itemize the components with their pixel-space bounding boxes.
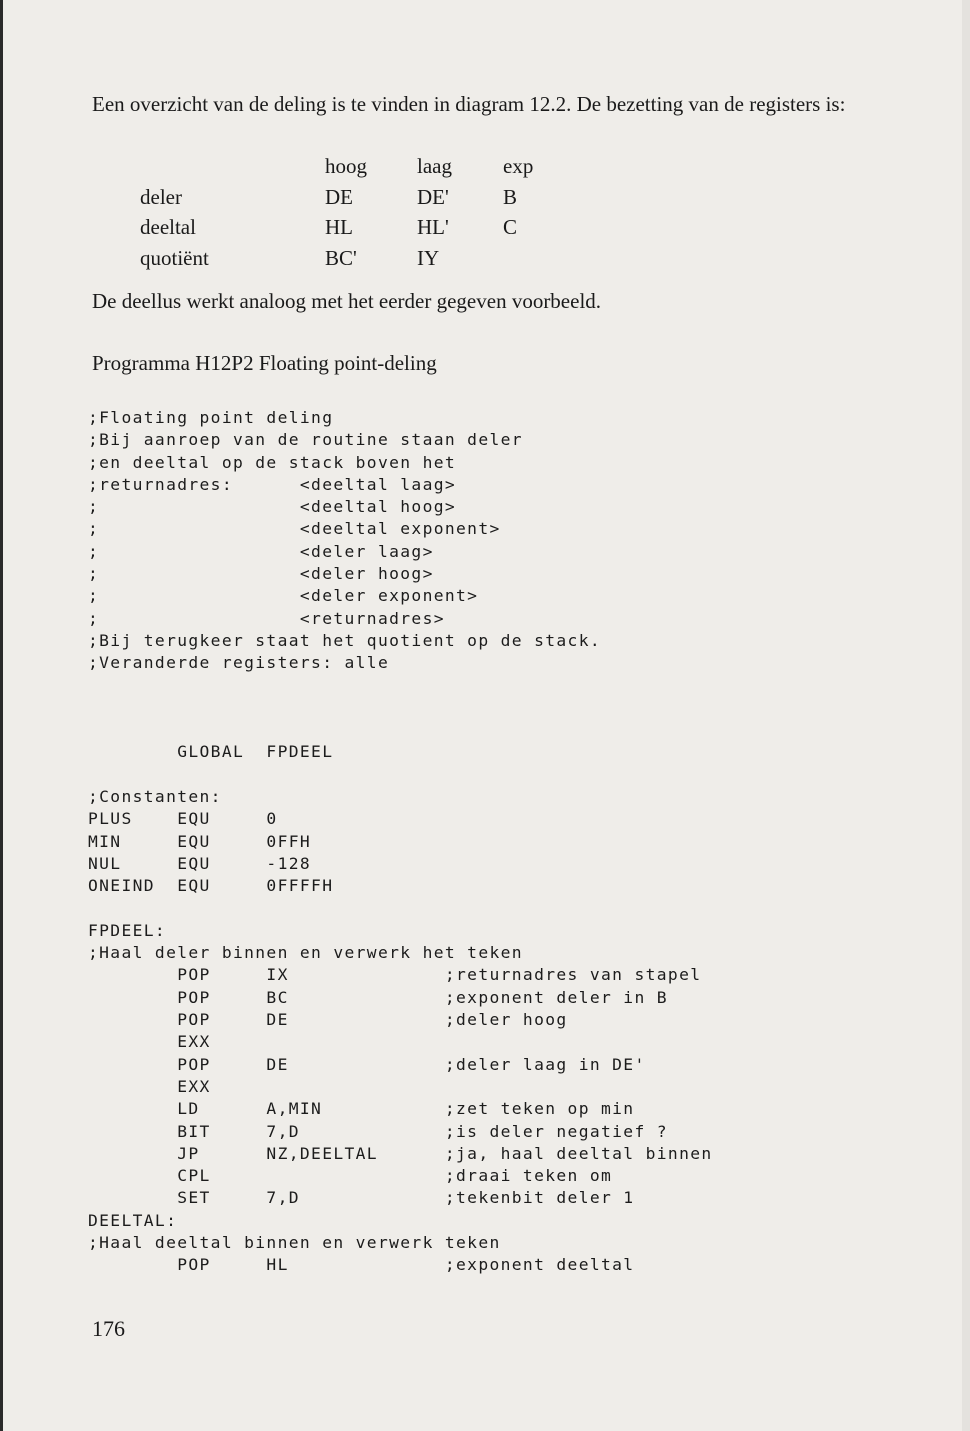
header-cell — [140, 151, 325, 182]
table-row — [140, 212, 563, 243]
table-row — [140, 182, 563, 213]
header-cell: laag — [417, 154, 452, 179]
table-cell: HL' — [417, 215, 449, 240]
table-cell — [503, 243, 563, 274]
table-cell: BC' — [325, 245, 357, 270]
table-cell: DE — [325, 184, 353, 209]
page-number: 176 — [92, 1316, 125, 1341]
table-cell: DE' — [417, 184, 449, 209]
row-label: deeltal — [140, 215, 196, 240]
register-table-header — [140, 151, 563, 182]
table-cell: IY — [417, 245, 440, 270]
table-row — [140, 243, 563, 274]
page-binding-edge — [0, 0, 3, 1431]
assembly-listing: ;Floating point deling ;Bij aanroep van de routine staan deler ;en deeltal op de stack boven het ;returnadres: <deeltal laag> ; <deeltal hoog> ; <deeltal exponent> ; <deler laag> ; <deler hoog> ; <deler exponent> ; <returnadres> ;Bij terugkeer staat het quotient op de stack. ;Veranderde registers: alle GLOBAL FPDEEL ;Constanten: PLUS EQU 0 MIN EQU 0FFH NUL EQU -128 ONEIND EQU 0FFFFH FPDEEL: ;Haal deler binnen en verwerk het teken POP IX ;returnadres van stapel POP BC ;exponent deler in B POP DE ;deler hoog EXX POP DE ;deler laag in DE' EXX LD A,MIN ;zet teken op min BIT 7,D ;is deler negatief ? JP NZ,DEELTAL ;ja, haal deeltal binnen CPL ;draai teken om SET 7,D ;tekenbit deler 1 DEELTAL: ;Haal deeltal binnen en verwerk teken POP HL ;exponent deeltal — [88, 408, 713, 1275]
row-label: quotiënt — [140, 245, 209, 270]
table-cell: C — [503, 215, 518, 240]
header-cell: exp — [503, 154, 534, 179]
table-cell: HL — [325, 215, 353, 240]
table-cell: B — [503, 184, 518, 209]
page-right-edge — [962, 0, 970, 1431]
intro-paragraph: Een overzicht van de deling is te vinden in diagram 12.2. De bezetting van de registers is: — [92, 92, 846, 116]
header-cell: hoog — [325, 154, 367, 179]
note-paragraph: De deellus werkt analoog met het eerder gegeven voorbeeld. — [92, 289, 602, 313]
row-label: deler — [140, 184, 182, 209]
program-caption: Programma H12P2 Floating point-deling — [92, 351, 437, 375]
register-table — [140, 151, 563, 273]
